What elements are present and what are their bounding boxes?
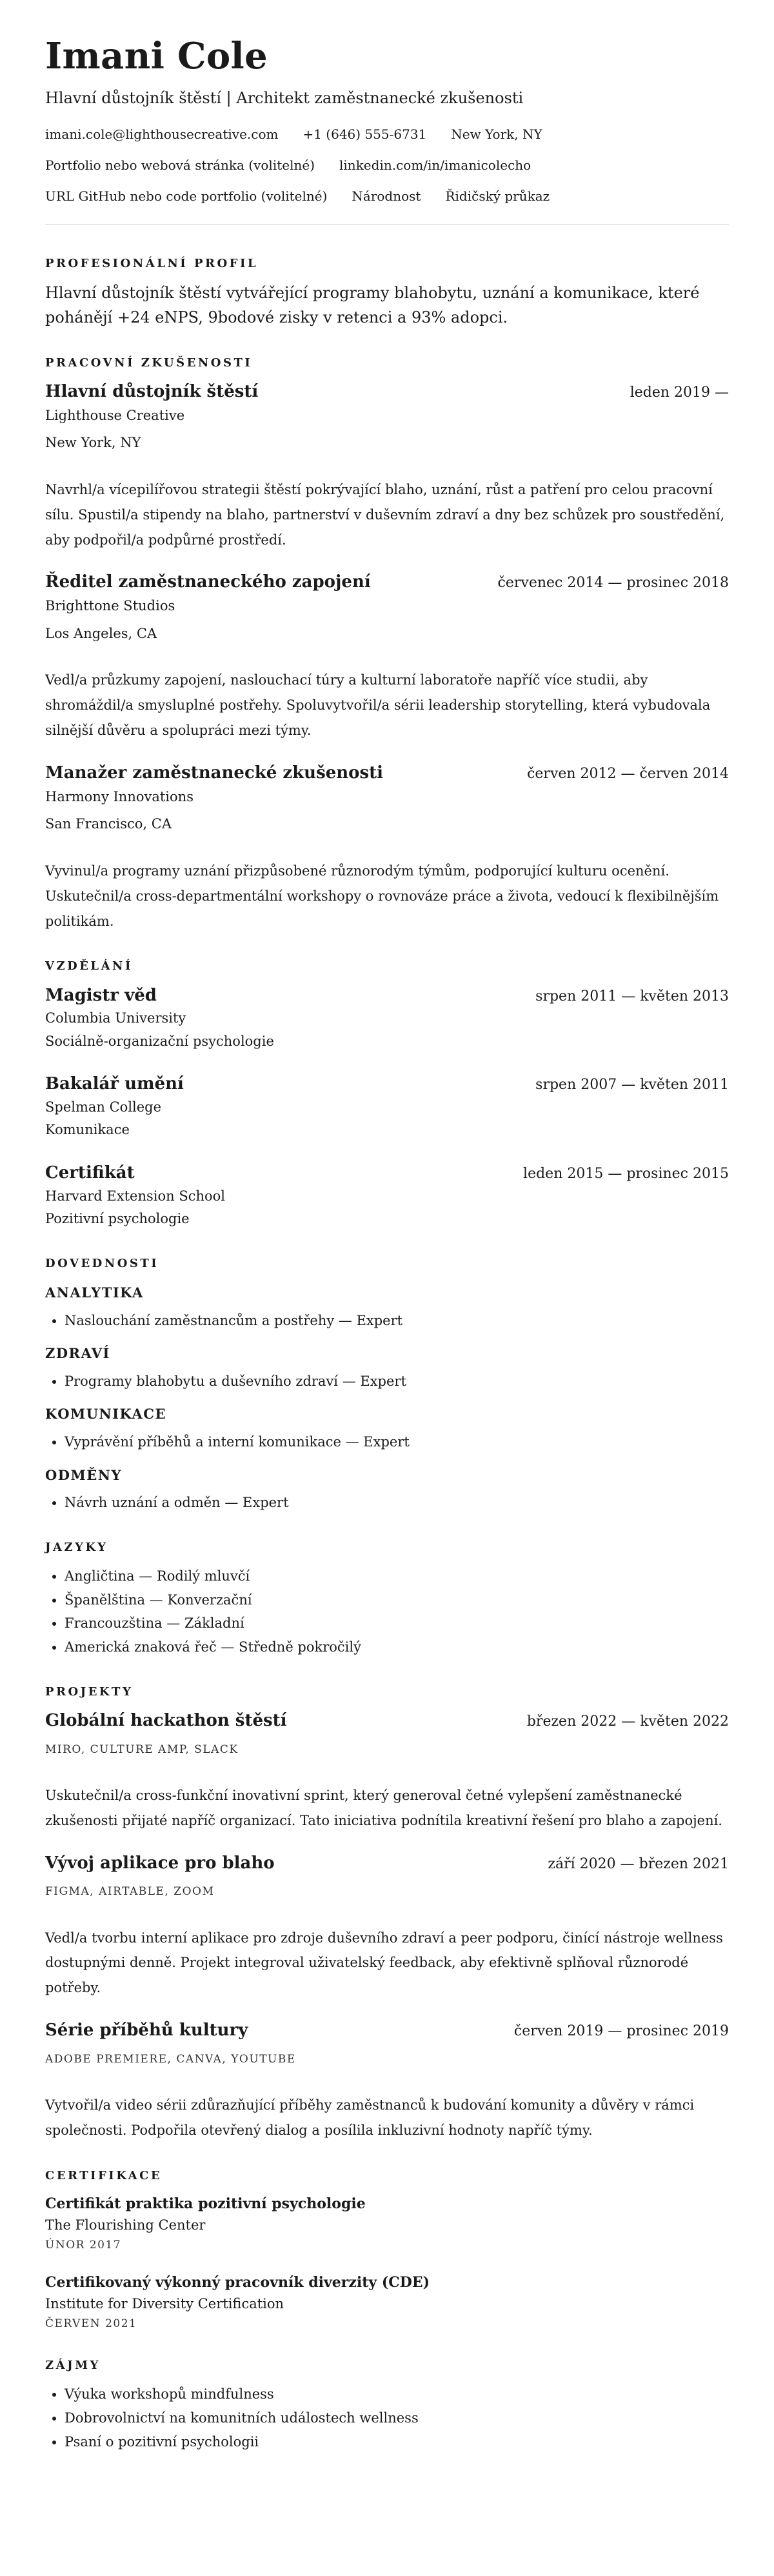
contact-phone[interactable]: +1 (646) 555-6731	[303, 126, 427, 142]
section-title: PROJEKTY	[45, 1684, 134, 1699]
project-dates: březen 2022 — květen 2022	[526, 1713, 729, 1730]
skill-category: ZDRAVÍ	[45, 1345, 110, 1362]
certification-date: ÚNOR 2017	[45, 2239, 122, 2252]
language-item: • Angličtina — Rodilý mluvčí	[64, 1564, 729, 1588]
education-entry	[45, 1161, 729, 1231]
project-description: Uskutečnil/a cross-funkční inovativní sprint, který generoval četné vylepšení zaměstnanecké zkušenosti přijaté napříč organizací. Tato iniciativa podnítila kreativní řešení pro blaho a zapojení.	[45, 1787, 722, 1828]
candidate-headline: Hlavní důstojník štěstí | Architekt zaměstnanecké zkušenosti	[45, 88, 524, 107]
project-tools: ADOBE PREMIERE, CANVA, YOUTUBE	[45, 2052, 296, 2066]
interest-item: • Psaní o pozitivní psychologii	[64, 2430, 729, 2454]
project-description: Vytvořil/a video sérii zdůrazňující příběhy zaměstnanců k budování komunity a důvěry v rámci společnosti. Podpořila otevřený dialog a posílila inkluzivní hodnoty napříč týmy.	[45, 2097, 695, 2138]
section-title: ZÁJMY	[45, 2359, 101, 2373]
contact-email[interactable]: imani.cole@lighthousecreative.com	[45, 126, 279, 142]
languages-section	[45, 1539, 729, 1659]
school-name: Harvard Extension School	[45, 1188, 225, 1204]
job-description: Vedl/a průzkumy zapojení, naslouchací túry a kulturní laboratoře napříč více studii, aby shromáždil/a smysluplné postřehy. Spoluvytvořil/a sérii leadership storytelling, která vybudovala silnější důvěru a spolupráci mezi týmy.	[45, 672, 711, 739]
skill-list	[45, 1430, 729, 1454]
certifications-section	[45, 2168, 729, 2333]
section-title: PROFESIONÁLNÍ PROFIL	[45, 256, 259, 270]
job-company: Lighthouse Creative	[45, 407, 185, 423]
project-tools: MIRO, CULTURE AMP, SLACK	[45, 1742, 239, 1756]
contact-github[interactable]: URL GitHub nebo code portfolio (volitelné)	[45, 188, 328, 204]
projects-section	[45, 1684, 729, 2143]
job-company: Brighttone Studios	[45, 598, 175, 614]
language-item: • Francouzština — Základní	[64, 1612, 729, 1635]
skill-item: • Návrh uznání a odměn — Expert	[64, 1491, 729, 1515]
job-dates: červenec 2014 — prosinec 2018	[497, 575, 729, 592]
project-title: Série příběhů kultury	[45, 2021, 248, 2041]
candidate-name: Imani Cole	[45, 35, 268, 77]
skill-list	[45, 1491, 729, 1515]
skill-item: • Programy blahobytu a duševního zdraví — Expert	[64, 1370, 729, 1393]
job-title: Hlavní důstojník štěstí	[45, 381, 259, 401]
project-tools: FIGMA, AIRTABLE, ZOOM	[45, 1885, 215, 1899]
contact-location: New York, NY	[451, 126, 542, 142]
section-title: DOVEDNOSTI	[45, 1256, 159, 1270]
degree-title: Magistr věd	[45, 985, 157, 1005]
job-location: Los Angeles, CA	[45, 625, 157, 641]
certification-issuer: The Flourishing Center	[45, 2217, 206, 2233]
study-field: Pozitivní psychologie	[45, 1211, 190, 1227]
project-entry	[45, 2019, 729, 2143]
experience-entry	[45, 570, 729, 743]
certification-entry	[45, 2271, 729, 2333]
contact-license: Řidičský průkaz	[445, 188, 550, 204]
job-description: Vyvinul/a programy uznání přizpůsobené různorodým týmům, podporující kulturu ocenění. Uskutečnil/a cross-departmentální workshopy o rovnováze práce a života, vedoucí k flexibilnějším politikám.	[45, 863, 719, 929]
education-entry	[45, 1072, 729, 1142]
contact-portfolio[interactable]: Portfolio nebo webová stránka (volitelné)	[45, 157, 315, 173]
education-entry	[45, 984, 729, 1053]
education-dates: srpen 2007 — květen 2011	[535, 1077, 729, 1093]
project-description: Vedl/a tvorbu interní aplikace pro zdroje duševního zdraví a peer podporu, činící nástroje wellness dostupnými denně. Projekt integroval uživatelský feedback, aby efektivně splňoval různorodé potřeby.	[45, 1930, 723, 1996]
experience-entry	[45, 380, 729, 553]
section-title: PRACOVNÍ ZKUŠENOSTI	[45, 355, 253, 370]
job-company: Harmony Innovations	[45, 788, 194, 804]
skill-item: • Vyprávění příběhů a interní komunikace — Expert	[64, 1430, 729, 1454]
skills-section	[45, 1255, 729, 1515]
project-entry	[45, 1852, 729, 2001]
education-dates: srpen 2011 — květen 2013	[535, 988, 729, 1004]
job-dates: leden 2019 —	[630, 384, 729, 401]
experience-section	[45, 355, 729, 934]
section-title: VZDĚLÁNÍ	[45, 959, 133, 973]
project-title: Vývoj aplikace pro blaho	[45, 1853, 275, 1873]
language-item: • Španělština — Konverzační	[64, 1588, 729, 1612]
job-title: Ředitel zaměstnaneckého zapojení	[45, 572, 371, 592]
study-field: Sociálně-organizační psychologie	[45, 1033, 274, 1049]
section-title: CERTIFIKACE	[45, 2168, 163, 2182]
study-field: Komunikace	[45, 1122, 130, 1138]
job-description: Navrhl/a vícepilířovou strategii štěstí pokrývající blaho, uznání, růst a patření pro celou pracovní sílu. Spustil/a stipendy na blaho, partnerství v duševním zdraví a dny bez schůzek pro soustředění, aby podpořil/a podpůrné prostředí.	[45, 481, 725, 548]
interests-section	[45, 2357, 729, 2453]
section-title: JAZYKY	[45, 1540, 108, 1554]
education-dates: leden 2015 — prosinec 2015	[523, 1166, 729, 1183]
contact-linkedin[interactable]: linkedin.com/in/imanicolecho	[339, 157, 531, 173]
school-name: Spelman College	[45, 1099, 162, 1115]
skill-list	[45, 1309, 729, 1333]
contact-row-1	[45, 125, 729, 144]
job-location: San Francisco, CA	[45, 816, 172, 832]
certification-name: Certifikát praktika pozitivní psychologie	[45, 2195, 366, 2212]
header-divider	[45, 224, 729, 225]
certification-date: ČERVEN 2021	[45, 2317, 137, 2331]
interest-item: • Dobrovolnictví na komunitních událostech wellness	[64, 2406, 729, 2430]
project-dates: září 2020 — březen 2021	[548, 1855, 729, 1872]
contact-row-2	[45, 155, 729, 175]
job-dates: červen 2012 — červen 2014	[527, 765, 729, 782]
resume-header	[45, 37, 729, 206]
project-dates: červen 2019 — prosinec 2019	[513, 2023, 729, 2040]
degree-title: Bakalář umění	[45, 1074, 184, 1094]
project-entry	[45, 1709, 729, 1833]
school-name: Columbia University	[45, 1010, 186, 1026]
certification-issuer: Institute for Diversity Certification	[45, 2295, 284, 2311]
certification-entry	[45, 2193, 729, 2255]
project-title: Globální hackathon štěstí	[45, 1711, 287, 1731]
job-location: New York, NY	[45, 435, 141, 451]
skill-category: ANALYTIKA	[45, 1284, 144, 1301]
contact-row-3	[45, 186, 729, 206]
interest-list	[45, 2382, 729, 2453]
experience-entry	[45, 761, 729, 934]
skill-category: KOMUNIKACE	[45, 1406, 166, 1423]
certification-name: Certifikovaný výkonný pracovník diverzity (CDE)	[45, 2273, 430, 2291]
profile-section	[45, 255, 729, 330]
interest-item: • Výuka workshopů mindfulness	[64, 2382, 729, 2406]
contact-nationality: Národnost	[352, 188, 421, 204]
language-list	[45, 1564, 729, 1659]
education-section	[45, 958, 729, 1230]
job-title: Manažer zaměstnanecké zkušenosti	[45, 763, 384, 783]
skill-category: ODMĚNY	[45, 1466, 122, 1483]
language-item: • Americká znaková řeč — Středně pokročilý	[64, 1635, 729, 1659]
profile-summary: Hlavní důstojník štěstí vytvářející programy blahobytu, uznání a komunikace, které pohánějí +24 eNPS, 9bodové zisky v retenci a 93% adopci.	[45, 283, 700, 327]
degree-title: Certifikát	[45, 1163, 135, 1183]
skill-item: • Naslouchání zaměstnancům a postřehy — Expert	[64, 1309, 729, 1333]
skill-list	[45, 1370, 729, 1393]
